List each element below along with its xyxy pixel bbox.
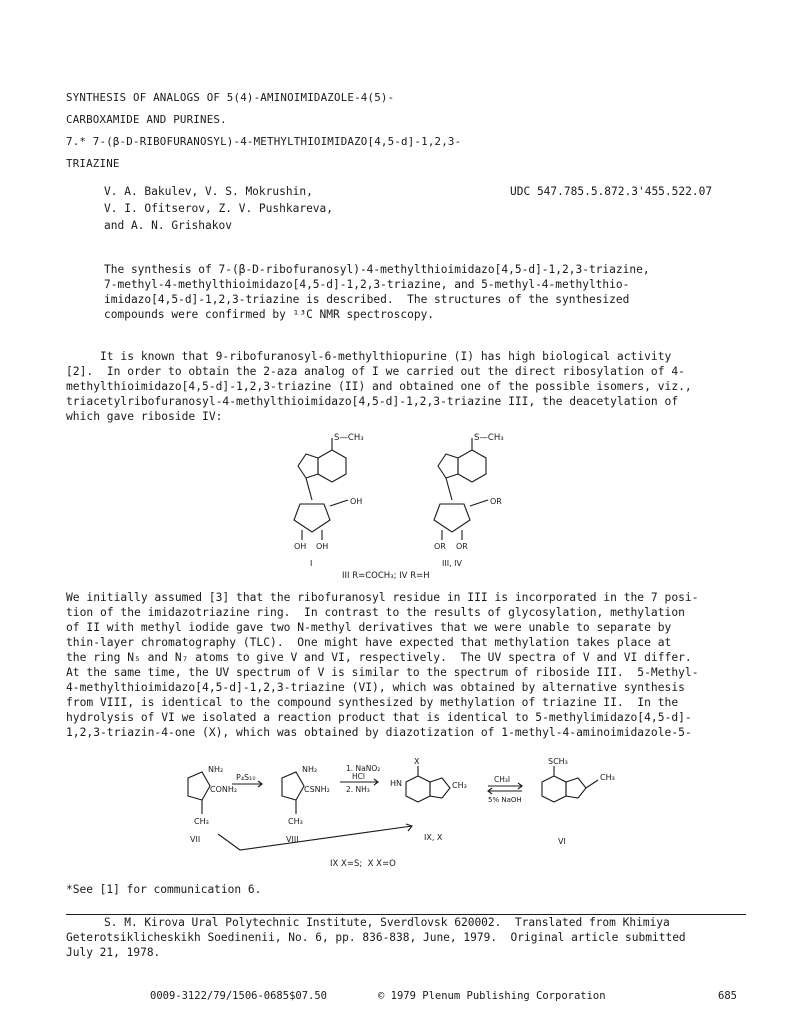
reagent-hcl: HCl [352, 772, 365, 781]
label-IX-X: IX, X [424, 833, 443, 842]
para2-line-4: thin-layer chromatography (TLC). One might have expected that methylation takes place at [66, 636, 672, 649]
affiliation-line-2: Geterotsiklicheskikh Soedinenii, No. 6, pp. 836-838, June, 1979. Original article submitted [66, 931, 686, 944]
author-line-2: V. I. Ofitserov, Z. V. Pushkareva, [104, 202, 334, 215]
para1-line-3: methylthioimidazo[4,5-d]-1,2,3-triazine (II) and obtained one of the possible isomers, viz., [66, 380, 692, 393]
footnote: *See [1] for communication 6. [66, 883, 262, 896]
struct-III-sch3: S—CH₃ [474, 433, 504, 443]
para1-line-1: It is known that 9-ribofuranosyl-6-methylthiopurine (I) has high biological activity [66, 350, 672, 363]
title-line-1: SYNTHESIS OF ANALOGS OF 5(4)-AMINOIMIDAZOLE-4(5)- [66, 91, 395, 104]
ix-x-hn: HN [390, 779, 402, 788]
udc-code: UDC 547.785.5.872.3'455.522.07 [510, 185, 713, 198]
para2-line-2: tion of the imidazotriazine ring. In contrast to the results of glycosylation, methylation [66, 606, 685, 619]
structure-I-label: I [310, 559, 313, 568]
structure-I [294, 438, 348, 540]
title-line-4: TRIAZINE [66, 157, 120, 170]
struct-III-or-2: OR [434, 542, 446, 551]
para2-line-7: 4-methylthioimidazo[4,5-d]-1,2,3-triazine (VI), which was obtained by alternative synthesis [66, 681, 685, 694]
para2-line-5: the ring N₅ and N₇ atoms to give V and VI, respectively. The UV spectra of V and VI differ. [66, 651, 692, 664]
para1-line-5: which gave riboside IV: [66, 410, 223, 423]
author-line-3: and A. N. Grishakov [104, 219, 232, 232]
reagent-naoh: 5% NaOH [488, 796, 522, 804]
reagent-p4s10: P₄S₁₀ [236, 773, 256, 782]
struct-III-or-1: OR [490, 497, 502, 506]
viii-nh2: NH₂ [302, 765, 318, 774]
footer-code: 0009-3122/79/1506-0685$07.50 [150, 990, 328, 1002]
para2-line-1: We initially assumed [3] that the ribofuranosyl residue in III is incorporated in the 7 posi- [66, 591, 699, 604]
structure-III-IV [434, 438, 488, 540]
struct-I-oh-2: OH [294, 542, 307, 551]
para2-line-6: At the same time, the UV spectrum of V is similar to the spectrum of riboside III. 5-Methyl- [66, 666, 699, 679]
struct-I-oh-1: OH [350, 497, 363, 506]
title-line-2: CARBOXAMIDE AND PURINES. [66, 113, 227, 126]
abstract-line-4: compounds were confirmed by ¹³C NMR spectroscopy. [104, 308, 435, 321]
viii-ch3: CH₃ [288, 817, 303, 826]
para2-line-9: hydrolysis of VI we isolated a reaction product that is identical to 5-methylimidazo[4,5-d]- [66, 711, 692, 724]
para1-line-4: triacetylribofuranosyl-4-methylthioimidazo[4,5-d]-1,2,3-triazine III, the deacetylation of [66, 395, 679, 408]
structure-III-IV-label: III, IV [442, 559, 462, 568]
abstract-line-2: 7-methyl-4-methylthioimidazo[4,5-d]-1,2,3-triazine, and 5-methyl-4-methylthio- [104, 278, 630, 291]
label-VIII: VIII [286, 835, 299, 844]
ix-x-ch3: CH₃ [452, 781, 467, 790]
struct-I-oh-3: OH [316, 542, 329, 551]
footer-copyright: © 1979 Plenum Publishing Corporation [378, 990, 606, 1002]
viii-csnh2: CSNH₂ [304, 785, 330, 794]
reagent-nh3: 2. NH₃ [346, 785, 370, 794]
struct-III-or-3: OR [456, 542, 468, 551]
title-line-3: 7.* 7-(β-D-RIBOFURANOSYL)-4-METHYLTHIOIMIDAZO[4,5-d]-1,2,3- [66, 135, 462, 148]
label-VI: VI [558, 837, 566, 846]
abstract-line-3: imidazo[4,5-d]-1,2,3-triazine is described. The structures of the synthesized [104, 293, 630, 306]
para2-line-8: from VIII, is identical to the compound synthesized by methylation of triazine II. In the [66, 696, 679, 709]
scheme-2-reactions [170, 758, 650, 868]
reagent-nano2: 1. NaNO₂ [346, 764, 381, 773]
scheme-2-caption: IX X=S; X X=O [330, 859, 396, 869]
para1-line-2: [2]. In order to obtain the 2-aza analog of I we carried out the direct ribosylation of 4- [66, 365, 685, 378]
vi-sch3: SCH₃ [548, 758, 568, 766]
vii-nh2: NH₂ [208, 765, 224, 774]
affiliation-line-3: July 21, 1978. [66, 946, 161, 959]
footer-page-number: 685 [718, 990, 737, 1002]
ix-x-substituent: X [414, 758, 420, 766]
author-line-1: V. A. Bakulev, V. S. Mokrushin, [104, 185, 313, 198]
affiliation-line-1: S. M. Kirova Ural Polytechnic Institute, Sverdlovsk 620002. Translated from Khimiya [104, 916, 670, 929]
abstract-line-1: The synthesis of 7-(β-D-ribofuranosyl)-4-methylthioimidazo[4,5-d]-1,2,3-triazine, [104, 263, 650, 276]
vi-ch3: CH₃ [600, 773, 615, 782]
para2-line-3: of II with methyl iodide gave two N-methyl derivatives that we were unable to separate by [66, 621, 672, 634]
vii-conh2: CONH₂ [210, 785, 238, 794]
struct-I-sch3: S—CH₃ [334, 433, 364, 443]
reagent-ch3i: CH₃I [494, 775, 511, 784]
scheme-1-caption: III R=COCH₃; IV R=H [342, 571, 430, 581]
scheme-1-structures [270, 428, 530, 578]
label-VII: VII [190, 835, 201, 844]
para2-line-10: 1,2,3-triazin-4-one (X), which was obtained by diazotization of 1-methyl-4-aminoimidazole-5- [66, 726, 692, 739]
vii-ch3: CH₃ [194, 817, 209, 826]
